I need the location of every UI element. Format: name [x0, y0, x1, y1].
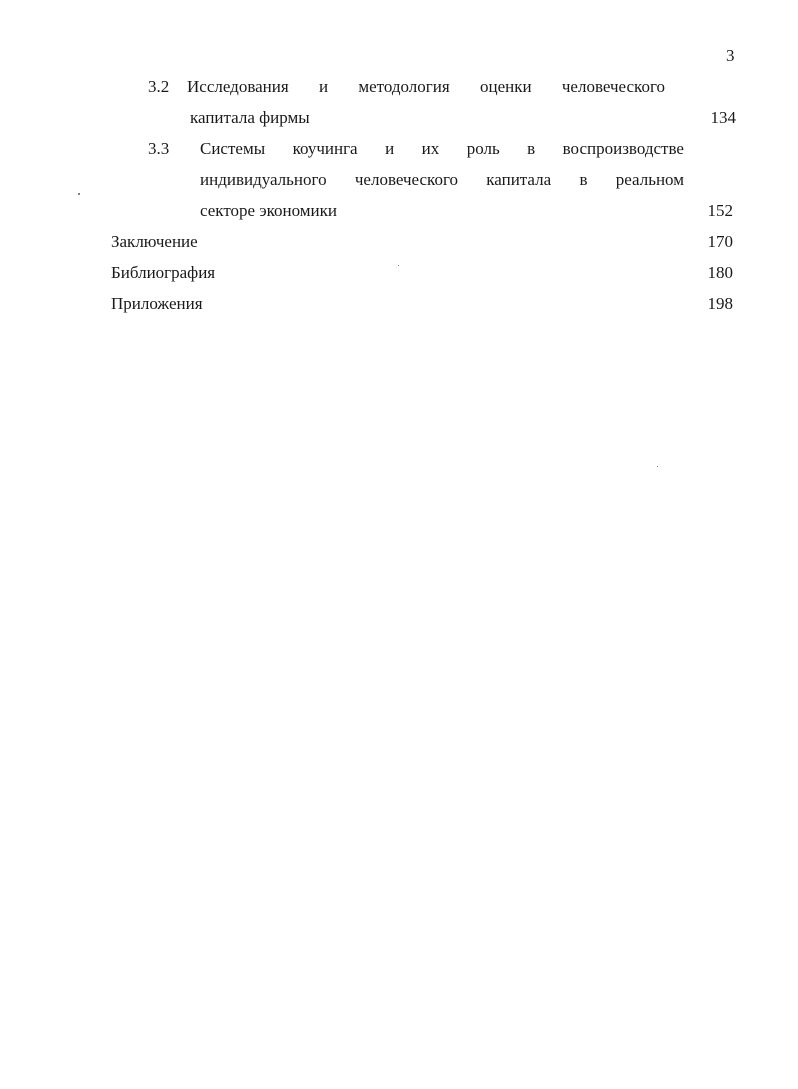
toc-entry-bibliography-title: Библиография: [111, 263, 216, 282]
toc-entry-3-3-line-2: [200, 169, 684, 191]
toc-entry-3-3-page: 152: [707, 201, 733, 220]
toc-word: и: [318, 77, 329, 96]
toc-word: человеческого: [354, 170, 458, 189]
toc-word: их: [421, 139, 440, 158]
toc-word: в: [579, 170, 588, 189]
toc-word: роль: [466, 139, 500, 158]
toc-entry-3-2-page: 134: [710, 108, 736, 127]
toc-word: капитала: [486, 170, 552, 189]
toc-word: в: [527, 139, 536, 158]
toc-entry-3-3-line-3: секторе экономики: [200, 201, 338, 220]
toc-word: индивидуального: [200, 170, 327, 189]
toc-entry-conclusion-title: Заключение: [111, 232, 198, 251]
toc-word: коучинга: [292, 139, 358, 158]
toc-word: реальном: [615, 170, 684, 189]
scan-speck: [398, 265, 399, 266]
scan-speck: [78, 193, 80, 195]
toc-entry-3-2-number: 3.2: [148, 77, 170, 96]
page-number: 3: [726, 46, 735, 65]
toc-entry-appendices-page: 198: [707, 294, 733, 313]
toc-word: Системы: [200, 139, 266, 158]
toc-word: оценки: [479, 77, 532, 96]
toc-entry-conclusion-page: 170: [707, 232, 733, 251]
toc-entry-3-3-number: 3.3: [148, 139, 170, 158]
toc-entry-3-3-line-1: [200, 138, 684, 160]
toc-entry-appendices-title: Приложения: [111, 294, 203, 313]
toc-word: человеческого: [561, 77, 665, 96]
toc-word: методология: [358, 77, 450, 96]
scan-speck: [657, 466, 658, 467]
toc-word: Исследования: [187, 77, 289, 96]
toc-entry-3-2-line-1: [187, 76, 665, 98]
toc-entry-bibliography-page: 180: [707, 263, 733, 282]
toc-entry-3-2-line-2: капитала фирмы: [190, 108, 310, 127]
toc-word: и: [385, 139, 395, 158]
toc-word: воспроизводстве: [562, 139, 684, 158]
